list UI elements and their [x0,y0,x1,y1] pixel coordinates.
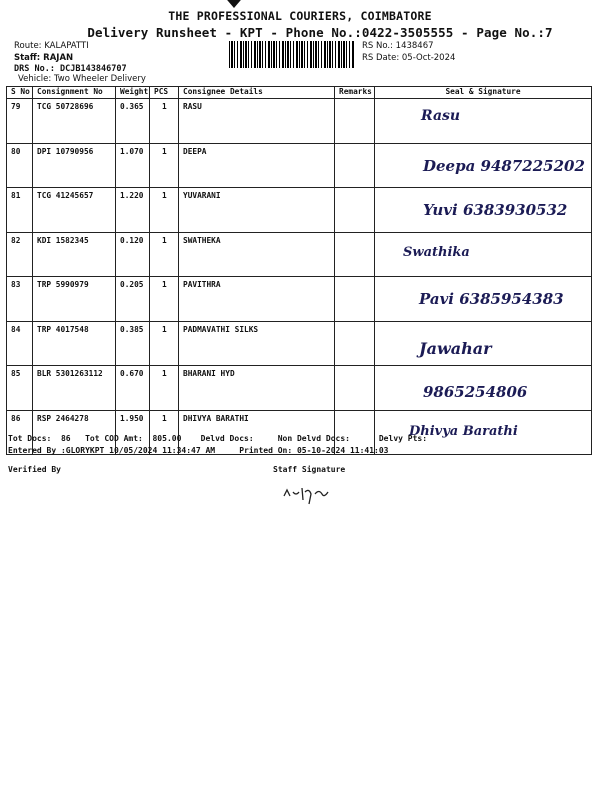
drs-number: DRS No.: DCJB143846707 [14,64,127,74]
cell-sno: 79 [7,99,33,144]
cell-consignee: RASU [179,99,335,144]
cell-sno: 82 [7,232,33,277]
cell-signature [375,188,592,233]
cell-signature [375,232,592,277]
cell-consignment: RSP 2464278 [33,410,116,455]
cell-consignee: SWATHEKA [179,232,335,277]
cell-pcs: 1 [150,99,179,144]
cell-sno: 84 [7,321,33,366]
cell-remarks [335,143,375,188]
cell-pcs: 1 [150,232,179,277]
staff-label: Staff: RAJAN [14,53,74,63]
verified-by-label: Verified By [8,465,61,474]
handwritten-signature: Yuvi 6383930532 [423,201,568,219]
cell-sno: 83 [7,277,33,322]
cell-consignee: DHIVYA BARATHI [179,410,335,455]
cell-weight: 0.365 [116,99,150,144]
cell-consignee: PAVITHRA [179,277,335,322]
table-row [7,232,592,277]
cell-signature [375,277,592,322]
rs-number: RS No.: 1438467 [362,41,434,51]
handwritten-signature: Rasu [421,108,461,124]
cell-remarks [335,366,375,411]
table-header-row [7,87,592,99]
cell-remarks [335,99,375,144]
cell-weight: 1.220 [116,188,150,233]
cell-remarks [335,321,375,366]
handwritten-signature: Swathika [403,244,470,260]
cell-weight: 1.070 [116,143,150,188]
handwritten-signature: Dhivya Barathi [409,423,518,439]
cell-weight: 0.385 [116,321,150,366]
cell-pcs: 1 [150,410,179,455]
cell-remarks [335,232,375,277]
col-header-signature: Seal & Signature [375,87,592,99]
cell-pcs: 1 [150,366,179,411]
cell-consignee: BHARANI HYD [179,366,335,411]
table-row [7,99,592,144]
cell-sno: 85 [7,366,33,411]
cell-remarks [335,188,375,233]
page-title: Delivery Runsheet - KPT - Phone No.:0422-3505555 - Page No.:7 [87,25,553,40]
cell-consignment: TCG 50728696 [33,99,116,144]
table-row [7,143,592,188]
company-name: THE PROFESSIONAL COURIERS, COIMBATORE [168,9,432,23]
entered-by-line: Entered By :GLORYKPT 10/05/2024 11:34:47 AM Printed On: 05-10-2024 11:41:03 [8,446,389,455]
cell-weight: 0.670 [116,366,150,411]
cell-pcs: 1 [150,188,179,233]
cell-signature [375,143,592,188]
cell-consignee: DEEPA [179,143,335,188]
staff-signature-label: Staff Signature [273,465,346,474]
cell-weight: 1.950 [116,410,150,455]
table-row [7,321,592,366]
cell-signature [375,410,592,455]
cell-signature [375,321,592,366]
cell-signature [375,366,592,411]
route-label: Route: KALAPATTI [14,41,89,51]
barcode [229,41,355,68]
cell-consignment: TCG 41245657 [33,188,116,233]
col-header-sno: S No [7,87,33,99]
table-row [7,277,592,322]
cell-pcs: 1 [150,143,179,188]
cell-signature [375,99,592,144]
cell-sno: 81 [7,188,33,233]
cell-consignment: KDI 1582345 [33,232,116,277]
vehicle-label: Vehicle: Two Wheeler Delivery [18,74,146,84]
rs-date: RS Date: 05-Oct-2024 [362,53,456,63]
col-header-consignment: Consignment No [33,87,116,99]
staff-signature-scribble [280,482,360,508]
col-header-consignee: Consignee Details [179,87,335,99]
corner-mark [222,0,246,8]
cell-sno: 80 [7,143,33,188]
handwritten-signature: 9865254806 [423,383,528,401]
handwritten-signature: Pavi 6385954383 [419,290,564,308]
cell-pcs: 1 [150,277,179,322]
cell-consignment: TRP 4017548 [33,321,116,366]
totals-line: Tot Docs: 86 Tot COD Amt: 805.00 Delvd Docs: Non Delvd Docs: Delvy Pts: [8,434,428,443]
col-header-pcs: PCS [150,87,179,99]
cell-pcs: 1 [150,321,179,366]
table-row [7,366,592,411]
cell-consignee: YUVARANI [179,188,335,233]
handwritten-signature: Jawahar [419,338,492,358]
cell-consignment: TRP 5990979 [33,277,116,322]
runsheet-table [6,86,592,455]
cell-remarks [335,277,375,322]
cell-sno: 86 [7,410,33,455]
cell-weight: 0.120 [116,232,150,277]
cell-consignee: PADMAVATHI SILKS [179,321,335,366]
handwritten-signature: Deepa 9487225202 [423,156,585,175]
cell-consignment: DPI 10790956 [33,143,116,188]
cell-consignment: BLR 5301263112 [33,366,116,411]
table-row [7,188,592,233]
col-header-remarks: Remarks [335,87,375,99]
col-header-weight: Weight [116,87,150,99]
cell-weight: 0.205 [116,277,150,322]
